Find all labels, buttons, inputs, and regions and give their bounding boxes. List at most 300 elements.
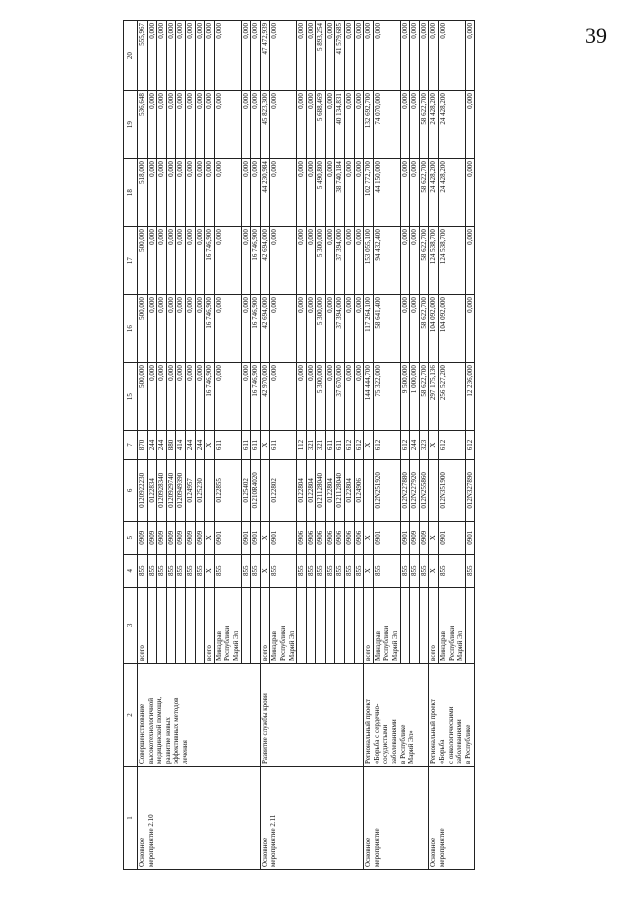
amount-col-20-cell: 0,000 [429, 21, 439, 91]
activity-name-line: в Республике [463, 724, 472, 764]
expense-type-cell: 321 [316, 431, 326, 460]
table-row [429, 21, 439, 870]
executor-cell [419, 587, 429, 663]
amount-col-19-cell: 24 428,200 [439, 91, 466, 159]
amount-col-20-cell: 0,000 [400, 21, 410, 91]
amount-col-16-cell: 0,000 [157, 295, 167, 363]
amount-col-20-cell: 555,967 [138, 21, 148, 91]
amount-col-20-cell: 0,000 [185, 21, 195, 91]
expense-type-cell: 612 [345, 431, 355, 460]
target-article-cell: 012N327890 [465, 459, 475, 521]
amount-col-17-cell: 0,000 [400, 227, 410, 295]
executor-cell [335, 587, 345, 663]
amount-col-19-cell: 0,000 [176, 91, 186, 159]
executor-cell [214, 587, 241, 663]
expense-type-cell: 612 [465, 431, 475, 460]
amount-col-16-cell: 500,000 [138, 295, 148, 363]
amount-col-18-cell: 0,000 [325, 159, 335, 227]
amount-col-15-cell: 0,000 [214, 363, 241, 431]
amount-col-18-cell: 518,000 [138, 159, 148, 227]
grbs-code-cell: 855 [166, 554, 176, 587]
amount-col-20-cell: 0,000 [345, 21, 355, 91]
page-number: 39 [585, 23, 607, 48]
activity-name-line: медицинской помощи, [155, 696, 164, 764]
rotated-table-wrapper [123, 20, 623, 870]
expense-type-cell: Х [429, 431, 439, 460]
amount-col-15-cell: 75 322,000 [373, 363, 400, 431]
column-header-16: 16 [124, 295, 138, 363]
executor-cell [251, 587, 261, 663]
amount-col-17-cell: 16 746,900 [205, 227, 215, 295]
activity-name-line: Региональный проект [364, 699, 373, 764]
executor-line: Марий Эл [391, 630, 400, 661]
activity-number-cell [364, 766, 429, 869]
amount-col-15-cell: 0,000 [345, 363, 355, 431]
table-row [138, 21, 148, 870]
activity-number-line: мероприятие 2.11 [269, 814, 278, 867]
amount-col-18-cell: 58 622,700 [419, 159, 429, 227]
amount-col-19-cell: 0,000 [306, 91, 316, 159]
amount-col-17-cell: 37 394,000 [335, 227, 345, 295]
amount-col-18-cell: 0,000 [306, 159, 316, 227]
amount-col-17-cell: 0,000 [157, 227, 167, 295]
amount-col-16-cell: 0,000 [400, 295, 410, 363]
grbs-code-cell: 855 [354, 554, 364, 587]
activity-name-line: Совершенствование [138, 703, 146, 764]
amount-col-16-cell: 0,000 [176, 295, 186, 363]
amount-col-18-cell: 44 150,000 [373, 159, 400, 227]
amount-col-19-cell: 0,000 [195, 91, 205, 159]
amount-col-17-cell: 42 694,000 [260, 227, 270, 295]
executor-cell [176, 587, 186, 663]
target-article-cell: 0124957 [185, 459, 195, 521]
amount-col-17-cell: 0,000 [166, 227, 176, 295]
executor-cell [410, 587, 420, 663]
executor-cell [205, 587, 215, 663]
expense-type-cell: 611 [335, 431, 345, 460]
amount-col-18-cell: 0,000 [185, 159, 195, 227]
amount-col-18-cell: 0,000 [251, 159, 261, 227]
amount-col-16-cell: 0,000 [166, 295, 176, 363]
expense-type-cell: 611 [241, 431, 251, 460]
activity-name-line: заболеваниями [455, 719, 464, 764]
amount-col-16-cell: 16 746,900 [251, 295, 261, 363]
activity-name-line: Развитие службы крови [260, 693, 269, 764]
executor-cell [270, 587, 297, 663]
activity-name-line: с онкологическими [446, 706, 455, 764]
amount-col-16-cell: 0,000 [270, 295, 297, 363]
activity-number-line: мероприятие [372, 828, 381, 867]
expense-type-cell: Х [260, 431, 270, 460]
amount-col-18-cell: 0,000 [400, 159, 410, 227]
amount-col-16-cell: 0,000 [354, 295, 364, 363]
amount-col-19-cell: 0,000 [185, 91, 195, 159]
amount-col-17-cell: 0,000 [214, 227, 241, 295]
grbs-code-cell: Х [364, 554, 374, 587]
amount-col-17-cell: 0,000 [297, 227, 307, 295]
target-article-cell [205, 459, 215, 521]
grbs-code-cell: 855 [157, 554, 167, 587]
grbs-code-cell: 855 [241, 554, 251, 587]
amount-col-20-cell: 41 579,685 [335, 21, 345, 91]
grbs-code-cell: 855 [138, 554, 148, 587]
amount-col-18-cell: 0,000 [166, 159, 176, 227]
activity-number-line: Основное [260, 837, 269, 867]
amount-col-17-cell: 124 538,700 [429, 227, 439, 295]
executor-line: всего [260, 645, 269, 661]
section-code-cell: Х [429, 521, 439, 554]
amount-col-19-cell: 0,000 [214, 91, 241, 159]
amount-col-17-cell: 0,000 [325, 227, 335, 295]
amount-col-19-cell: 5 688,469 [316, 91, 326, 159]
amount-col-16-cell: 0,000 [306, 295, 316, 363]
target-article-cell: 0120922230 [138, 459, 148, 521]
amount-col-19-cell: 0,000 [147, 91, 157, 159]
section-code-cell: 0901 [251, 521, 261, 554]
amount-col-20-cell: 0,000 [419, 21, 429, 91]
amount-col-15-cell: 0,000 [157, 363, 167, 431]
grbs-code-cell: 855 [185, 554, 195, 587]
expense-type-cell: 244 [157, 431, 167, 460]
amount-col-19-cell: 24 428,200 [429, 91, 439, 159]
amount-col-16-cell: 0,000 [465, 295, 475, 363]
amount-col-15-cell: 12 236,000 [465, 363, 475, 431]
executor-cell [166, 587, 176, 663]
executor-cell [147, 587, 157, 663]
amount-col-15-cell: 0,000 [297, 363, 307, 431]
amount-col-17-cell: 0,000 [410, 227, 420, 295]
executor-line: Минздрав [214, 631, 223, 661]
amount-col-15-cell: 0,000 [325, 363, 335, 431]
amount-col-16-cell: 16 746,900 [205, 295, 215, 363]
amount-col-15-cell: 0,000 [306, 363, 316, 431]
amount-col-19-cell: 0,000 [270, 91, 297, 159]
table-row [260, 21, 270, 870]
grbs-code-cell: 855 [176, 554, 186, 587]
amount-col-16-cell: 37 394,000 [335, 295, 345, 363]
amount-col-15-cell: 58 622,700 [419, 363, 429, 431]
grbs-code-cell: 855 [195, 554, 205, 587]
amount-col-17-cell: 5 300,000 [316, 227, 326, 295]
expense-type-cell: 244 [410, 431, 420, 460]
target-article-cell: 01210R4020 [251, 459, 261, 521]
executor-cell [345, 587, 355, 663]
amount-col-20-cell: 0,000 [373, 21, 400, 91]
amount-col-18-cell: 0,000 [410, 159, 420, 227]
amount-col-16-cell: 42 694,000 [260, 295, 270, 363]
amount-col-20-cell: 0,000 [325, 21, 335, 91]
amount-col-19-cell: 0,000 [241, 91, 251, 159]
executor-line: Минздрав [373, 631, 382, 661]
target-article-cell: 012N227880 [400, 459, 410, 521]
grbs-code-cell: 855 [325, 554, 335, 587]
amount-col-15-cell: 42 970,000 [260, 363, 270, 431]
executor-line: Марий Эл [456, 630, 465, 661]
amount-col-17-cell: 0,000 [345, 227, 355, 295]
section-code-cell: 0901 [373, 521, 400, 554]
amount-col-15-cell: 144 444,700 [364, 363, 374, 431]
amount-col-17-cell: 153 055,100 [364, 227, 374, 295]
amount-col-15-cell: 0,000 [185, 363, 195, 431]
amount-col-20-cell: 0,000 [205, 21, 215, 91]
column-header-15: 15 [124, 363, 138, 431]
expense-type-cell: 611 [270, 431, 297, 460]
section-code-cell: 0906 [335, 521, 345, 554]
target-article-cell: 012N351900 [439, 459, 466, 521]
amount-col-19-cell: 74 070,000 [373, 91, 400, 159]
activity-name-line: лечения [180, 740, 189, 764]
amount-col-16-cell: 0,000 [185, 295, 195, 363]
executor-line: Марий Эл [231, 630, 240, 661]
amount-col-16-cell: 58 622,700 [419, 295, 429, 363]
amount-col-18-cell: 102 772,700 [364, 159, 374, 227]
grbs-code-cell: 855 [345, 554, 355, 587]
amount-col-19-cell: 0,000 [297, 91, 307, 159]
amount-col-15-cell: 500,000 [138, 363, 148, 431]
section-code-cell: 0901 [270, 521, 297, 554]
activity-name-line: Региональный проект [429, 699, 438, 764]
amount-col-15-cell: 0,000 [195, 363, 205, 431]
executor-line: Минздрав [270, 631, 279, 661]
activity-name-line: заболеваниями [390, 719, 399, 764]
section-code-cell: 0909 [166, 521, 176, 554]
target-article-cell [260, 459, 270, 521]
activity-number-line: Основное [429, 837, 438, 867]
grbs-code-cell: 855 [306, 554, 316, 587]
executor-cell [306, 587, 316, 663]
amount-col-18-cell: 0,000 [345, 159, 355, 227]
activity-number-line: Основное [138, 837, 146, 867]
target-article-cell: 0121128040 [335, 459, 345, 521]
executor-cell [354, 587, 364, 663]
amount-col-18-cell: 0,000 [297, 159, 307, 227]
executor-line: всего [429, 645, 438, 661]
section-code-cell: 0909 [138, 521, 148, 554]
target-article-cell: 0125230 [195, 459, 205, 521]
activity-number-cell [260, 766, 364, 869]
expense-type-cell: 414 [176, 431, 186, 460]
amount-col-20-cell: 0,000 [465, 21, 475, 91]
amount-col-16-cell: 58 641,400 [373, 295, 400, 363]
amount-col-19-cell: 0,000 [354, 91, 364, 159]
executor-line: Республики [223, 625, 232, 661]
activity-name-line: Марий Эл» [407, 730, 416, 764]
amount-col-15-cell: 37 670,000 [335, 363, 345, 431]
executor-cell [429, 587, 439, 663]
activity-number-cell [138, 766, 261, 869]
header-row [124, 21, 138, 870]
target-article-cell: 0122855 [214, 459, 241, 521]
amount-col-19-cell: 0,000 [251, 91, 261, 159]
amount-col-20-cell: 0,000 [410, 21, 420, 91]
grbs-code-cell: 855 [465, 554, 475, 587]
amount-col-15-cell: 0,000 [354, 363, 364, 431]
expense-type-cell: 880 [166, 431, 176, 460]
expense-type-cell: 323 [419, 431, 429, 460]
amount-col-15-cell: 0,000 [270, 363, 297, 431]
section-code-cell: 0906 [297, 521, 307, 554]
amount-col-18-cell: 0,000 [241, 159, 251, 227]
amount-col-20-cell: 0,000 [214, 21, 241, 91]
grbs-code-cell: Х [260, 554, 270, 587]
executor-cell [325, 587, 335, 663]
grbs-code-cell: 855 [147, 554, 157, 587]
table-body [138, 21, 475, 870]
activity-name-line: высокотехнологичной [146, 698, 155, 764]
executor-line: Минздрав [439, 631, 447, 661]
grbs-code-cell: 855 [270, 554, 297, 587]
executor-line: всего [138, 645, 146, 661]
amount-col-19-cell: 58 622,700 [419, 91, 429, 159]
amount-col-20-cell: 0,000 [241, 21, 251, 91]
activity-name-cell [138, 663, 261, 766]
amount-col-20-cell: 0,000 [439, 21, 466, 91]
amount-col-18-cell: 0,000 [270, 159, 297, 227]
amount-col-18-cell: 0,000 [465, 159, 475, 227]
expense-type-cell: 612 [400, 431, 410, 460]
amount-col-19-cell: 40 134,831 [335, 91, 345, 159]
section-code-cell: Х [260, 521, 270, 554]
target-article-cell: 012N227920 [410, 459, 420, 521]
amount-col-17-cell: 0,000 [354, 227, 364, 295]
amount-col-16-cell: 0,000 [147, 295, 157, 363]
target-article-cell: 0120949390 [176, 459, 186, 521]
section-code-cell: 0906 [316, 521, 326, 554]
executor-line: Марий Эл [287, 630, 296, 661]
section-code-cell: 0906 [354, 521, 364, 554]
amount-col-17-cell: 124 538,700 [439, 227, 466, 295]
column-header-5: 5 [124, 521, 138, 554]
section-code-cell: 0906 [306, 521, 316, 554]
target-article-cell: 0124906 [354, 459, 364, 521]
amount-col-19-cell: 132 692,700 [364, 91, 374, 159]
amount-col-18-cell: 0,000 [157, 159, 167, 227]
amount-col-17-cell: 0,000 [270, 227, 297, 295]
section-code-cell: 0901 [465, 521, 475, 554]
column-header-17: 17 [124, 227, 138, 295]
column-header-19: 19 [124, 91, 138, 159]
amount-col-18-cell: 0,000 [354, 159, 364, 227]
amount-col-19-cell: 0,000 [410, 91, 420, 159]
amount-col-17-cell: 0,000 [195, 227, 205, 295]
target-article-cell [364, 459, 374, 521]
activity-name-cell [429, 663, 475, 766]
grbs-code-cell: 855 [214, 554, 241, 587]
activity-name-line: развитие новых [163, 717, 172, 764]
activity-number-line: мероприятие [438, 828, 446, 867]
activity-name-line: эффективных методов [172, 697, 181, 764]
amount-col-20-cell: 0,000 [157, 21, 167, 91]
amount-col-20-cell: 0,000 [306, 21, 316, 91]
activity-number-line: мероприятие 2.10 [146, 814, 155, 867]
amount-col-15-cell: 0,000 [166, 363, 176, 431]
activity-name-line: в Республике [398, 724, 407, 764]
amount-col-17-cell: 500,000 [138, 227, 148, 295]
amount-col-19-cell: 45 823,300 [260, 91, 270, 159]
activity-number-line: Основное [364, 837, 373, 867]
expense-type-cell: 112 [297, 431, 307, 460]
executor-cell [373, 587, 400, 663]
executor-cell [439, 587, 466, 663]
target-article-cell: 0120929740 [166, 459, 176, 521]
amount-col-17-cell: 0,000 [465, 227, 475, 295]
amount-col-16-cell: 0,000 [214, 295, 241, 363]
target-article-cell: 0122804 [297, 459, 307, 521]
column-header-7: 7 [124, 431, 138, 460]
amount-col-18-cell: 0,000 [176, 159, 186, 227]
amount-col-15-cell: 0,000 [241, 363, 251, 431]
amount-col-19-cell: 0,000 [465, 91, 475, 159]
executor-cell [157, 587, 167, 663]
expense-type-cell: 612 [439, 431, 466, 460]
amount-col-20-cell: 5 893,254 [316, 21, 326, 91]
column-header-6: 6 [124, 459, 138, 521]
section-code-cell: 0909 [157, 521, 167, 554]
target-article-cell: 0122804 [325, 459, 335, 521]
amount-col-15-cell: 256 527,200 [439, 363, 466, 431]
expense-type-cell: 321 [306, 431, 316, 460]
expense-type-cell: 611 [251, 431, 261, 460]
executor-line: Республики [382, 625, 391, 661]
target-article-cell: 0122804 [306, 459, 316, 521]
amount-col-16-cell: 0,000 [297, 295, 307, 363]
amount-col-18-cell: 0,000 [195, 159, 205, 227]
amount-col-20-cell: 0,000 [297, 21, 307, 91]
expense-type-cell: 870 [138, 431, 148, 460]
grbs-code-cell: Х [429, 554, 439, 587]
expense-type-cell: Х [364, 431, 374, 460]
target-article-cell: 012N251920 [373, 459, 400, 521]
executor-line: всего [205, 645, 214, 661]
executor-cell [260, 587, 270, 663]
table-row [364, 21, 374, 870]
amount-col-20-cell: 0,000 [176, 21, 186, 91]
section-code-cell: 0901 [400, 521, 410, 554]
activity-name-line: «Борьба с сердечно- [372, 703, 381, 764]
amount-col-18-cell: 44 230,984 [260, 159, 270, 227]
executor-line: Республики [447, 625, 456, 661]
amount-col-20-cell: 0,000 [354, 21, 364, 91]
column-header-20: 20 [124, 21, 138, 91]
amount-col-18-cell: 24 428,200 [429, 159, 439, 227]
amount-col-18-cell: 24 428,200 [439, 159, 466, 227]
section-code-cell: Х [205, 521, 215, 554]
amount-col-17-cell: 0,000 [185, 227, 195, 295]
grbs-code-cell: 855 [410, 554, 420, 587]
section-code-cell: 0909 [185, 521, 195, 554]
column-header-3: 3 [124, 587, 138, 663]
section-code-cell: Х [364, 521, 374, 554]
section-code-cell: 0909 [410, 521, 420, 554]
amount-col-20-cell: 0,000 [364, 21, 374, 91]
section-code-cell: 0909 [195, 521, 205, 554]
section-code-cell: 0909 [147, 521, 157, 554]
amount-col-15-cell: 5 300,000 [316, 363, 326, 431]
amount-col-19-cell: 0,000 [166, 91, 176, 159]
expense-type-cell: 611 [214, 431, 241, 460]
grbs-code-cell: Х [205, 554, 215, 587]
grbs-code-cell: 855 [251, 554, 261, 587]
activity-name-cell [364, 663, 429, 766]
target-article-cell: 0121128040 [316, 459, 326, 521]
amount-col-16-cell: 0,000 [241, 295, 251, 363]
expense-type-cell: 244 [147, 431, 157, 460]
column-header-2: 2 [124, 663, 138, 766]
amount-col-18-cell: 0,000 [147, 159, 157, 227]
amount-col-18-cell: 38 740,184 [335, 159, 345, 227]
column-header-1: 1 [124, 766, 138, 869]
amount-col-16-cell: 0,000 [345, 295, 355, 363]
